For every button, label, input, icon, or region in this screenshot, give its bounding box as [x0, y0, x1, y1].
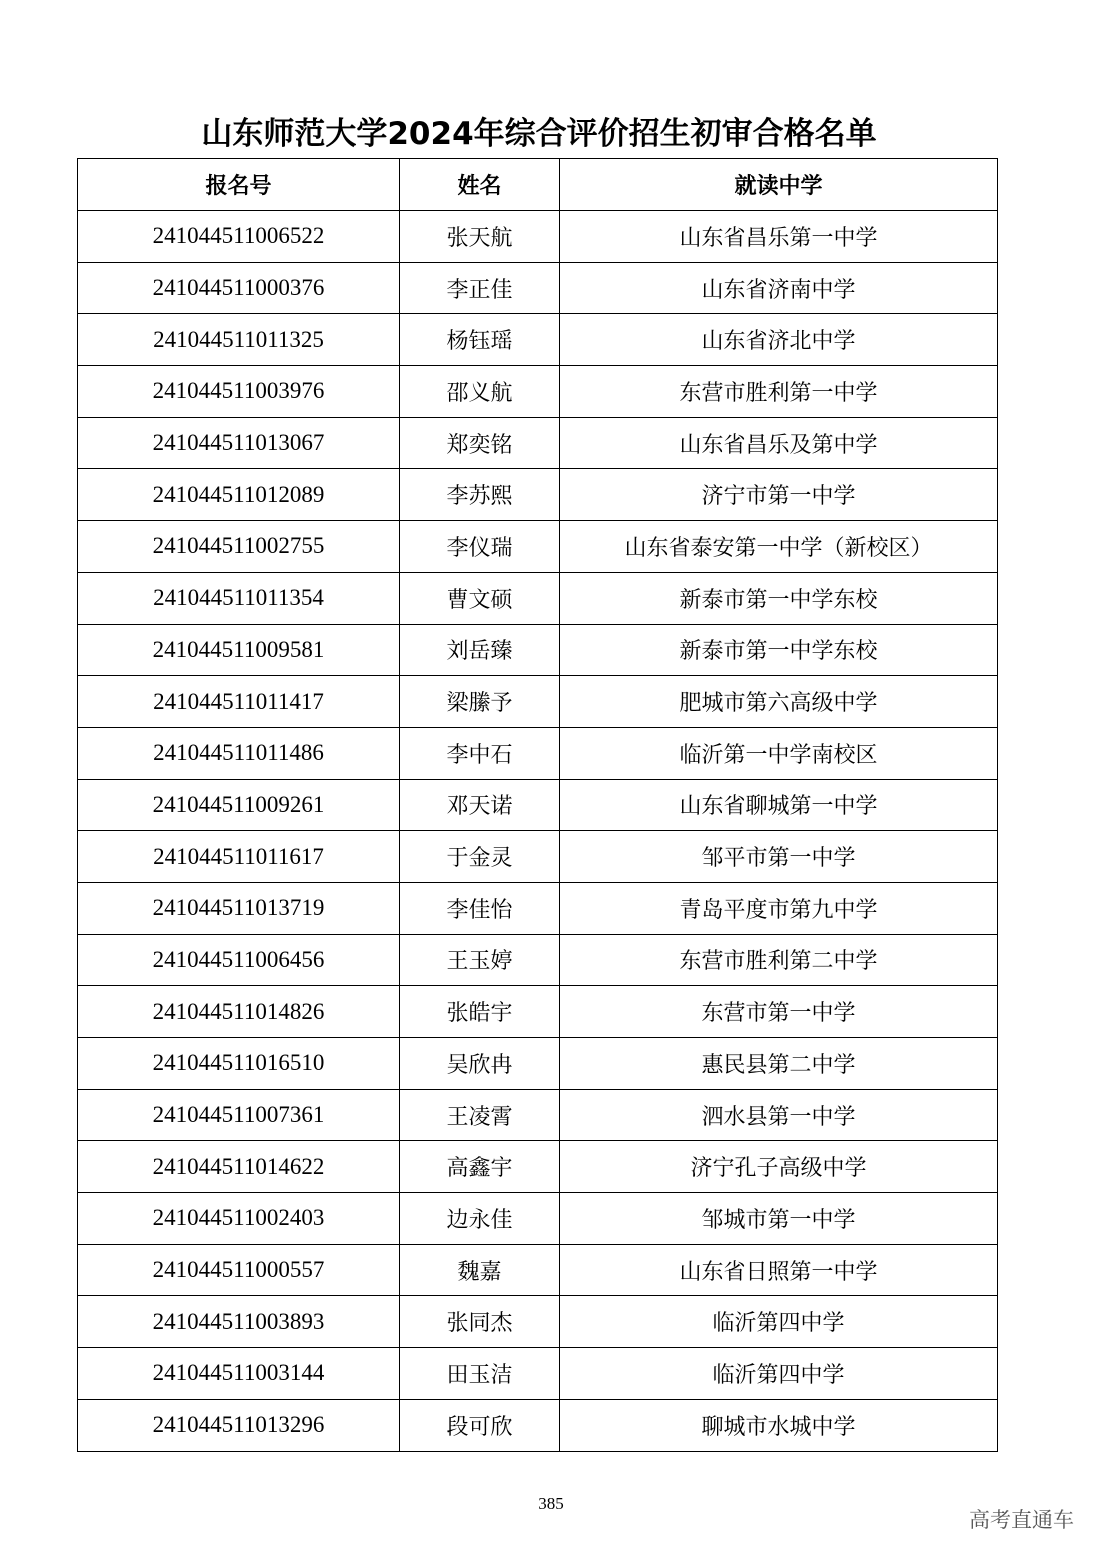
table-row: [78, 831, 998, 883]
school-name-cell: 青岛平度市第九中学: [560, 882, 998, 934]
student-name-cell: 李中石: [400, 727, 560, 779]
student-name-cell: 张同杰: [400, 1296, 560, 1348]
page-number: 385: [538, 1494, 564, 1513]
registration-number-cell: 241044511000557: [78, 1244, 400, 1296]
school-name-cell: 东营市胜利第一中学: [560, 366, 998, 418]
table-row: [78, 1089, 998, 1141]
table-row: [78, 1244, 998, 1296]
school-name-cell: 山东省日照第一中学: [560, 1244, 998, 1296]
table-row: [78, 934, 998, 986]
school-name-cell: 山东省济北中学: [560, 314, 998, 366]
table-row: [78, 882, 998, 934]
registration-number-cell: 241044511009581: [78, 624, 400, 676]
student-name-cell: 王玉婷: [400, 934, 560, 986]
registration-number-cell: 241044511003893: [78, 1296, 400, 1348]
registration-number-cell: 241044511012089: [78, 469, 400, 521]
table-row: [78, 676, 998, 728]
school-name-cell: 临沂第四中学: [560, 1296, 998, 1348]
student-name-cell: 于金灵: [400, 831, 560, 883]
registration-number-cell: 241044511006522: [78, 211, 400, 263]
table-row: [78, 1038, 998, 1090]
school-name-cell: 济宁孔子高级中学: [560, 1141, 998, 1193]
student-name-cell: 王凌霄: [400, 1089, 560, 1141]
student-name-cell: 郑奕铭: [400, 417, 560, 469]
header-name: 姓名: [400, 159, 560, 211]
student-name-cell: 边永佳: [400, 1193, 560, 1245]
school-name-cell: 邹城市第一中学: [560, 1193, 998, 1245]
student-name-cell: 段可欣: [400, 1399, 560, 1451]
student-name-cell: 刘岳臻: [400, 624, 560, 676]
school-name-cell: 东营市第一中学: [560, 986, 998, 1038]
table-row: [78, 366, 998, 418]
table-row: [78, 1141, 998, 1193]
registration-number-cell: 241044511002755: [78, 521, 400, 573]
table-row: [78, 469, 998, 521]
document-title: 山东师范大学2024年综合评价招生初审合格名单: [201, 116, 877, 152]
student-name-cell: 吴欣冉: [400, 1038, 560, 1090]
table-body: [78, 211, 998, 1452]
admission-list-table: [77, 158, 998, 1452]
table-row: [78, 1399, 998, 1451]
registration-number-cell: 241044511000376: [78, 262, 400, 314]
registration-number-cell: 241044511011417: [78, 676, 400, 728]
school-name-cell: 临沂第四中学: [560, 1348, 998, 1400]
school-name-cell: 山东省昌乐及第中学: [560, 417, 998, 469]
registration-number-cell: 241044511003976: [78, 366, 400, 418]
table-row: [78, 1296, 998, 1348]
table-row: [78, 211, 998, 263]
registration-number-cell: 241044511002403: [78, 1193, 400, 1245]
watermark: 高考直通车: [969, 1508, 1074, 1532]
table-row: [78, 314, 998, 366]
registration-number-cell: 241044511014622: [78, 1141, 400, 1193]
registration-number-cell: 241044511007361: [78, 1089, 400, 1141]
student-name-cell: 李仪瑞: [400, 521, 560, 573]
table-row: [78, 262, 998, 314]
student-name-cell: 邓天诺: [400, 779, 560, 831]
school-name-cell: 济宁市第一中学: [560, 469, 998, 521]
table-row: [78, 986, 998, 1038]
school-name-cell: 邹平市第一中学: [560, 831, 998, 883]
student-name-cell: 梁縢予: [400, 676, 560, 728]
header-registration-number: 报名号: [78, 159, 400, 211]
registration-number-cell: 241044511016510: [78, 1038, 400, 1090]
school-name-cell: 聊城市水城中学: [560, 1399, 998, 1451]
header-school: 就读中学: [560, 159, 998, 211]
registration-number-cell: 241044511003144: [78, 1348, 400, 1400]
school-name-cell: 临沂第一中学南校区: [560, 727, 998, 779]
registration-number-cell: 241044511009261: [78, 779, 400, 831]
student-name-cell: 曹文硕: [400, 572, 560, 624]
registration-number-cell: 241044511013067: [78, 417, 400, 469]
registration-number-cell: 241044511011486: [78, 727, 400, 779]
student-name-cell: 田玉洁: [400, 1348, 560, 1400]
registration-number-cell: 241044511013719: [78, 882, 400, 934]
registration-number-cell: 241044511011325: [78, 314, 400, 366]
registration-number-cell: 241044511011354: [78, 572, 400, 624]
registration-number-cell: 241044511014826: [78, 986, 400, 1038]
table-row: [78, 521, 998, 573]
school-name-cell: 山东省昌乐第一中学: [560, 211, 998, 263]
table-row: [78, 624, 998, 676]
student-name-cell: 张皓宇: [400, 986, 560, 1038]
school-name-cell: 惠民县第二中学: [560, 1038, 998, 1090]
registration-number-cell: 241044511006456: [78, 934, 400, 986]
student-name-cell: 魏嘉: [400, 1244, 560, 1296]
table-header-row: [78, 159, 998, 211]
school-name-cell: 东营市胜利第二中学: [560, 934, 998, 986]
table-row: [78, 1348, 998, 1400]
school-name-cell: 山东省泰安第一中学（新校区）: [560, 521, 998, 573]
school-name-cell: 山东省济南中学: [560, 262, 998, 314]
student-name-cell: 李苏熙: [400, 469, 560, 521]
table-row: [78, 1193, 998, 1245]
school-name-cell: 新泰市第一中学东校: [560, 572, 998, 624]
student-name-cell: 李正佳: [400, 262, 560, 314]
table-row: [78, 417, 998, 469]
school-name-cell: 肥城市第六高级中学: [560, 676, 998, 728]
registration-number-cell: 241044511011617: [78, 831, 400, 883]
student-name-cell: 李佳怡: [400, 882, 560, 934]
student-name-cell: 邵义航: [400, 366, 560, 418]
table-row: [78, 572, 998, 624]
registration-number-cell: 241044511013296: [78, 1399, 400, 1451]
school-name-cell: 泗水县第一中学: [560, 1089, 998, 1141]
student-name-cell: 高鑫宇: [400, 1141, 560, 1193]
school-name-cell: 新泰市第一中学东校: [560, 624, 998, 676]
school-name-cell: 山东省聊城第一中学: [560, 779, 998, 831]
table-row: [78, 727, 998, 779]
student-name-cell: 张天航: [400, 211, 560, 263]
student-name-cell: 杨钰瑶: [400, 314, 560, 366]
table-row: [78, 779, 998, 831]
